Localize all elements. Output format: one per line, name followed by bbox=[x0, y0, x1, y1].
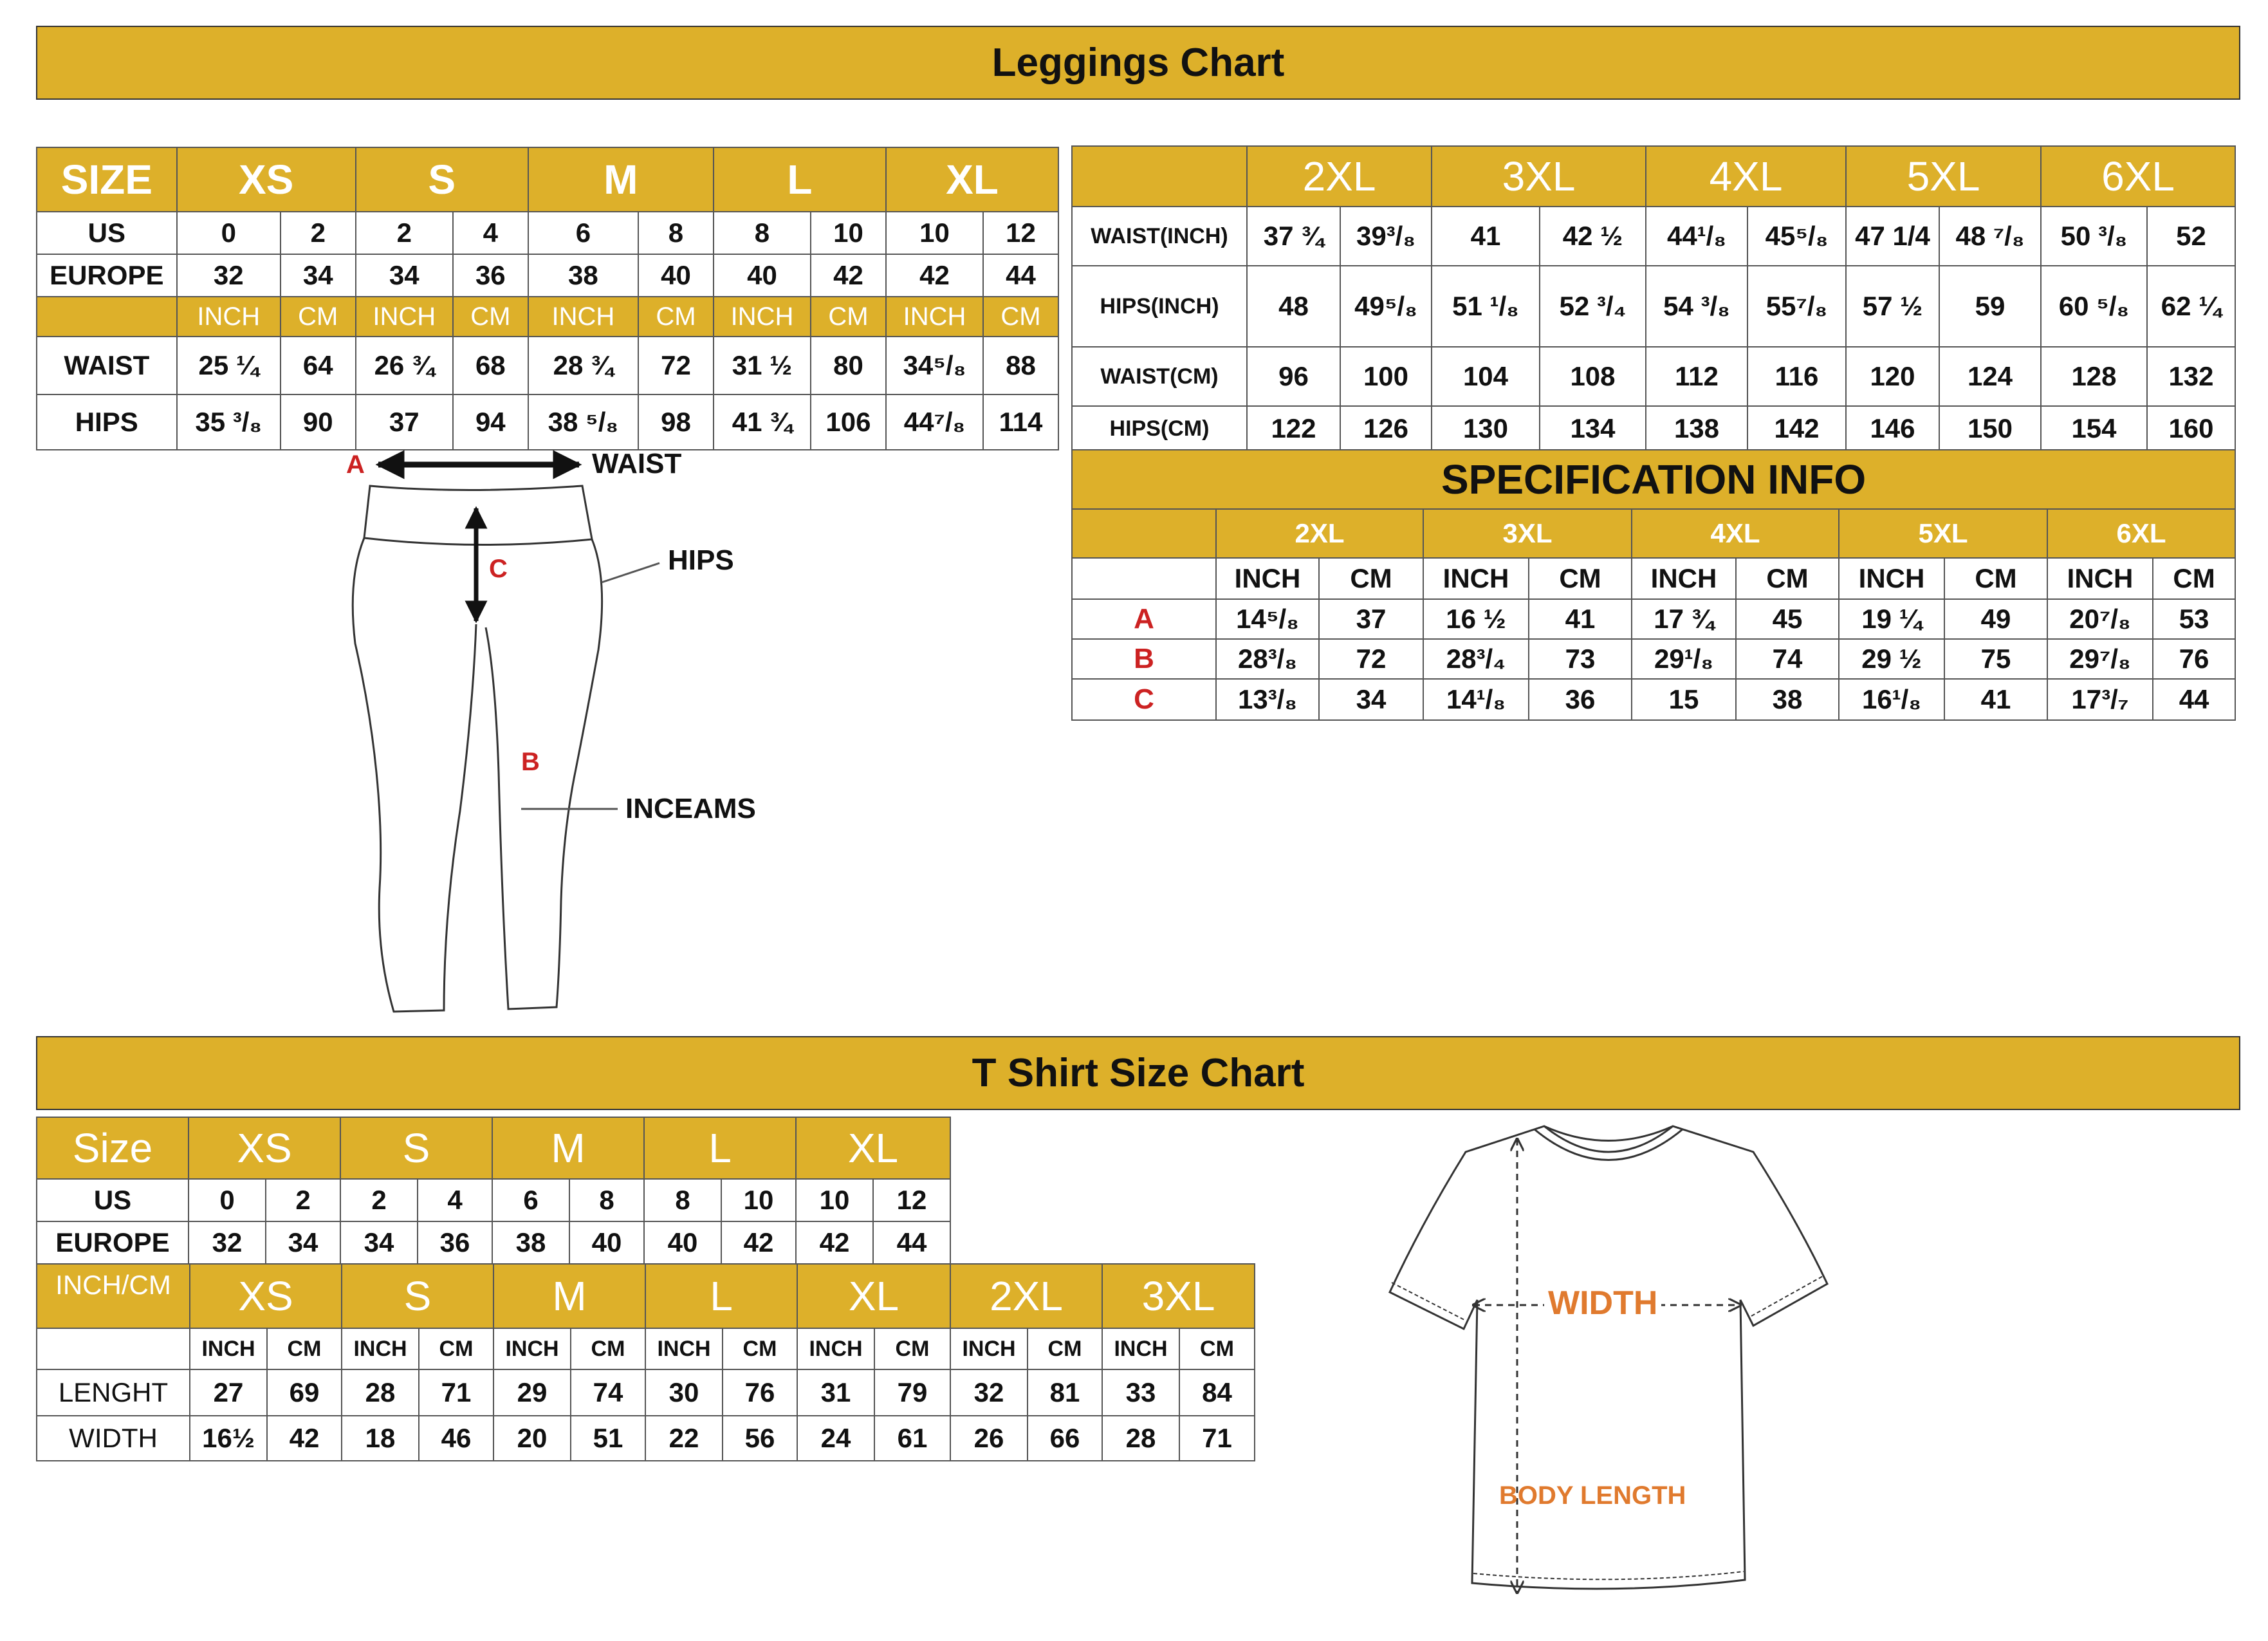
unit-cell: CM bbox=[281, 297, 356, 337]
size-6xl: 6XL bbox=[2041, 146, 2235, 207]
tshirt-unit: INCH bbox=[950, 1328, 1028, 1369]
spec-label-c: C bbox=[1072, 679, 1216, 720]
spec-cell: 16¹/₈ bbox=[1839, 679, 1944, 720]
tshirt-europe-cell: 34 bbox=[340, 1221, 418, 1264]
label-a: A bbox=[346, 450, 365, 479]
europe-cell: 42 bbox=[811, 254, 886, 297]
spec-cell: 28³/₄ bbox=[1423, 639, 1529, 679]
waist-cell: 34⁵/₈ bbox=[886, 337, 983, 394]
tshirt-unit: INCH bbox=[1102, 1328, 1179, 1369]
tshirt2-size-3xl: 3XL bbox=[1102, 1264, 1255, 1328]
size-m: M bbox=[528, 147, 714, 212]
tshirt2-size-xs: XS bbox=[190, 1264, 342, 1328]
tshirt-width-cell: 71 bbox=[1179, 1416, 1255, 1461]
plus-cell: 51 ¹/₈ bbox=[1432, 266, 1540, 347]
tshirt-width-row bbox=[37, 1416, 1255, 1461]
hips-cell: 44⁷/₈ bbox=[886, 394, 983, 450]
tshirt-us-label: US bbox=[37, 1179, 189, 1221]
plus-cell: 54 ³/₈ bbox=[1646, 266, 1747, 347]
tshirt-unit: INCH bbox=[493, 1328, 571, 1369]
europe-cell: 38 bbox=[528, 254, 638, 297]
unit-cell: CM bbox=[638, 297, 714, 337]
tshirt-length-cell: 32 bbox=[950, 1369, 1028, 1416]
hips-label: HIPS bbox=[37, 394, 177, 450]
tshirt-unit: INCH bbox=[342, 1328, 419, 1369]
hips-cell: 37 bbox=[356, 394, 453, 450]
spec-row-b bbox=[1072, 639, 2235, 679]
unit-cell: INCH bbox=[528, 297, 638, 337]
waist-cell: 25 ¼ bbox=[177, 337, 281, 394]
tshirt-length-cell: 29 bbox=[493, 1369, 571, 1416]
us-cell: 6 bbox=[528, 212, 638, 254]
plus-cell: 100 bbox=[1340, 347, 1432, 406]
unit-cell: INCH bbox=[177, 297, 281, 337]
tshirt-size-s: S bbox=[340, 1117, 492, 1179]
tshirt-us-cell: 4 bbox=[418, 1179, 492, 1221]
plus-cell: 50 ³/₈ bbox=[2041, 207, 2147, 266]
plus-cell: 52 ³/₄ bbox=[1540, 266, 1646, 347]
plus-cell: 48 bbox=[1247, 266, 1340, 347]
tshirt-europe-cell: 34 bbox=[266, 1221, 340, 1264]
tshirt-us-row bbox=[37, 1179, 950, 1221]
waist-cm-label: WAIST(CM) bbox=[1072, 347, 1247, 406]
tshirt-size2-row bbox=[37, 1264, 1255, 1328]
size-label: SIZE bbox=[37, 147, 177, 212]
hips-cell: 114 bbox=[983, 394, 1058, 450]
tshirt-unit-label: INCH/CM bbox=[37, 1264, 190, 1328]
tshirt-length-label: LENGHT bbox=[37, 1369, 190, 1416]
us-cell: 8 bbox=[638, 212, 714, 254]
label-b: B bbox=[521, 748, 540, 776]
hips-inch-label: HIPS(INCH) bbox=[1072, 266, 1247, 347]
tshirt-europe-cell: 36 bbox=[418, 1221, 492, 1264]
spec-title: SPECIFICATION INFO bbox=[1072, 450, 2235, 509]
tshirt-width-cell: 28 bbox=[1102, 1416, 1179, 1461]
plus-cell: 42 ½ bbox=[1540, 207, 1646, 266]
spec-unit: INCH bbox=[1632, 558, 1736, 599]
tshirt-us-cell: 0 bbox=[189, 1179, 266, 1221]
tshirt-europe-cell: 44 bbox=[873, 1221, 950, 1264]
tshirt-us-cell: 2 bbox=[266, 1179, 340, 1221]
plus-cell: 57 ½ bbox=[1846, 266, 1939, 347]
spec-cell: 34 bbox=[1319, 679, 1423, 720]
tshirt2-size-2xl: 2XL bbox=[950, 1264, 1102, 1328]
tshirt-length-cell: 71 bbox=[419, 1369, 493, 1416]
us-cell: 10 bbox=[811, 212, 886, 254]
hips-cell: 41 ¾ bbox=[714, 394, 811, 450]
waist-cell: 28 ¾ bbox=[528, 337, 638, 394]
us-cell: 10 bbox=[886, 212, 983, 254]
tshirt-unit: CM bbox=[267, 1328, 342, 1369]
spec-cell: 73 bbox=[1529, 639, 1632, 679]
europe-cell: 42 bbox=[886, 254, 983, 297]
label-waist: WAIST bbox=[592, 448, 682, 479]
plus-cell: 52 bbox=[2147, 207, 2235, 266]
tshirt-unit-blank bbox=[37, 1328, 190, 1369]
tshirt-unit: INCH bbox=[645, 1328, 723, 1369]
tshirt-width-label: WIDTH bbox=[37, 1416, 190, 1461]
tshirt-length-cell: 84 bbox=[1179, 1369, 1255, 1416]
plus-cell: 116 bbox=[1747, 347, 1846, 406]
plus-cell: 112 bbox=[1646, 347, 1747, 406]
tshirt-length-cell: 69 bbox=[267, 1369, 342, 1416]
plus-cell: 138 bbox=[1646, 406, 1747, 451]
tshirt-chart-title-text: T Shirt Size Chart bbox=[972, 1051, 1305, 1095]
spec-unit: INCH bbox=[1216, 558, 1319, 599]
tshirt-us-cell: 6 bbox=[492, 1179, 569, 1221]
plus-cell: 60 ⁵/₈ bbox=[2041, 266, 2147, 347]
tshirt-width-cell: 42 bbox=[267, 1416, 342, 1461]
tshirt-width-cell: 26 bbox=[950, 1416, 1028, 1461]
spec-unit: INCH bbox=[1839, 558, 1944, 599]
tshirt-unit: CM bbox=[1179, 1328, 1255, 1369]
tshirt-length-cell: 76 bbox=[723, 1369, 797, 1416]
spec-unit: INCH bbox=[1423, 558, 1529, 599]
plus-cell: 154 bbox=[2041, 406, 2147, 451]
tshirt-outline bbox=[1390, 1126, 1827, 1589]
tshirt-europe-cell: 32 bbox=[189, 1221, 266, 1264]
tshirt-unit: CM bbox=[874, 1328, 950, 1369]
plus-cell: 122 bbox=[1247, 406, 1340, 451]
tshirt-chart-title bbox=[36, 1036, 2240, 1110]
leggings-chart-title-text: Leggings Chart bbox=[991, 41, 1285, 85]
plus-cell: 45⁵/₈ bbox=[1747, 207, 1846, 266]
plus-cell: 39³/₈ bbox=[1340, 207, 1432, 266]
waist-label: WAIST bbox=[37, 337, 177, 394]
tshirt-width-cell: 56 bbox=[723, 1416, 797, 1461]
tshirt-us-cell: 8 bbox=[569, 1179, 644, 1221]
spec-cell: 28³/₈ bbox=[1216, 639, 1319, 679]
tshirt-unit: INCH bbox=[797, 1328, 874, 1369]
hips-cell: 106 bbox=[811, 394, 886, 450]
tshirt2-size-m: M bbox=[493, 1264, 645, 1328]
spec-unit: CM bbox=[1944, 558, 2047, 599]
plus-cell: 41 bbox=[1432, 207, 1540, 266]
tshirt-length-cell: 27 bbox=[190, 1369, 267, 1416]
spec-cell: 44 bbox=[2153, 679, 2235, 720]
hips-cell: 38 ⁵/₈ bbox=[528, 394, 638, 450]
tshirt-us-cell: 2 bbox=[340, 1179, 418, 1221]
waist-cell: 68 bbox=[453, 337, 528, 394]
tshirt-unit: CM bbox=[571, 1328, 645, 1369]
plus-size-row bbox=[1072, 146, 2235, 207]
spec-cell: 45 bbox=[1736, 599, 1839, 639]
spec-cell: 75 bbox=[1944, 639, 2047, 679]
tshirt-size-l: L bbox=[644, 1117, 796, 1179]
size-2xl: 2XL bbox=[1247, 146, 1432, 207]
tshirt-europe-cell: 42 bbox=[721, 1221, 796, 1264]
plus-cell: 120 bbox=[1846, 347, 1939, 406]
waist-cell: 72 bbox=[638, 337, 714, 394]
label-inseam: INCEAMS bbox=[625, 793, 756, 824]
size-s: S bbox=[356, 147, 528, 212]
tshirt-europe-cell: 42 bbox=[796, 1221, 873, 1264]
tshirt-unit: INCH bbox=[190, 1328, 267, 1369]
plus-cell: 134 bbox=[1540, 406, 1646, 451]
tshirt-size-m: M bbox=[492, 1117, 644, 1179]
tshirt-width-label-diagram: WIDTH bbox=[1544, 1284, 1661, 1322]
waist-cell: 31 ½ bbox=[714, 337, 811, 394]
plus-size-blank bbox=[1072, 146, 1247, 207]
spec-size-4xl: 4XL bbox=[1632, 509, 1839, 558]
tshirt-us-cell: 10 bbox=[721, 1179, 796, 1221]
hips-cell: 90 bbox=[281, 394, 356, 450]
spec-size-blank bbox=[1072, 509, 1216, 558]
spec-cell: 36 bbox=[1529, 679, 1632, 720]
spec-cell: 14¹/₈ bbox=[1423, 679, 1529, 720]
tshirt-unit: CM bbox=[419, 1328, 493, 1369]
us-cell: 0 bbox=[177, 212, 281, 254]
tshirt-body-length-label: BODY LENGTH bbox=[1499, 1481, 1686, 1510]
waist-cell: 88 bbox=[983, 337, 1058, 394]
tshirt-width-cell: 18 bbox=[342, 1416, 419, 1461]
hips-cell: 98 bbox=[638, 394, 714, 450]
spec-size-5xl: 5XL bbox=[1839, 509, 2047, 558]
spec-title-row bbox=[1072, 450, 2235, 509]
tshirt-europe-cell: 40 bbox=[644, 1221, 721, 1264]
spec-unit: CM bbox=[1736, 558, 1839, 599]
tshirt2-size-s: S bbox=[342, 1264, 493, 1328]
tshirt-length-cell: 33 bbox=[1102, 1369, 1179, 1416]
tshirt-length-cell: 31 bbox=[797, 1369, 874, 1416]
spec-size-2xl: 2XL bbox=[1216, 509, 1423, 558]
tshirt-size-table bbox=[36, 1117, 951, 1265]
us-cell: 12 bbox=[983, 212, 1058, 254]
spec-cell: 76 bbox=[2153, 639, 2235, 679]
tshirt-europe-cell: 38 bbox=[492, 1221, 569, 1264]
hips-cell: 94 bbox=[453, 394, 528, 450]
tshirt-us-cell: 12 bbox=[873, 1179, 950, 1221]
tshirt-width-cell: 66 bbox=[1028, 1416, 1102, 1461]
spec-cell: 17 ¾ bbox=[1632, 599, 1736, 639]
plus-cell: 160 bbox=[2147, 406, 2235, 451]
hips-cell: 35 ³/₈ bbox=[177, 394, 281, 450]
europe-cell: 40 bbox=[638, 254, 714, 297]
spec-unit-blank bbox=[1072, 558, 1216, 599]
unit-cell: INCH bbox=[356, 297, 453, 337]
plus-waist-cm-row bbox=[1072, 347, 2235, 406]
spec-cell: 29 ½ bbox=[1839, 639, 1944, 679]
spec-unit: CM bbox=[1319, 558, 1423, 599]
plus-cell: 126 bbox=[1340, 406, 1432, 451]
unit-cell: CM bbox=[811, 297, 886, 337]
europe-cell: 44 bbox=[983, 254, 1058, 297]
spec-size-row bbox=[1072, 509, 2235, 558]
label-hips: HIPS bbox=[668, 544, 734, 576]
tshirt-europe-label: EUROPE bbox=[37, 1221, 189, 1264]
hips-leader bbox=[602, 563, 659, 582]
plus-cell: 62 ¼ bbox=[2147, 266, 2235, 347]
spec-cell: 37 bbox=[1319, 599, 1423, 639]
tshirt2-size-l: L bbox=[645, 1264, 797, 1328]
spec-cell: 41 bbox=[1944, 679, 2047, 720]
size-l: L bbox=[714, 147, 886, 212]
spec-size-3xl: 3XL bbox=[1423, 509, 1632, 558]
plus-cell: 48 ⁷/₈ bbox=[1939, 207, 2041, 266]
tshirt-measure-table bbox=[36, 1263, 1255, 1461]
unit-cell: INCH bbox=[886, 297, 983, 337]
spec-unit: CM bbox=[1529, 558, 1632, 599]
tshirt-unit-row bbox=[37, 1328, 1255, 1369]
plus-cell: 130 bbox=[1432, 406, 1540, 451]
plus-cell: 146 bbox=[1846, 406, 1939, 451]
europe-label: EUROPE bbox=[37, 254, 177, 297]
plus-cell: 49⁵/₈ bbox=[1340, 266, 1432, 347]
tshirt-illustration bbox=[1351, 1107, 1866, 1622]
tshirt-length-cell: 74 bbox=[571, 1369, 645, 1416]
us-cell: 4 bbox=[453, 212, 528, 254]
tshirt-width-cell: 51 bbox=[571, 1416, 645, 1461]
size-4xl: 4XL bbox=[1646, 146, 1846, 207]
spec-cell: 15 bbox=[1632, 679, 1736, 720]
plus-hips-cm-row bbox=[1072, 406, 2235, 451]
plus-cell: 96 bbox=[1247, 347, 1340, 406]
spec-cell: 20⁷/₈ bbox=[2047, 599, 2153, 639]
tshirt-width-cell: 24 bbox=[797, 1416, 874, 1461]
leggings-illustration bbox=[0, 0, 836, 1030]
us-cell: 2 bbox=[356, 212, 453, 254]
spec-label-a: A bbox=[1072, 599, 1216, 639]
spec-unit: INCH bbox=[2047, 558, 2153, 599]
us-cell: 8 bbox=[714, 212, 811, 254]
unit-cell: CM bbox=[983, 297, 1058, 337]
tshirt2-size-xl: XL bbox=[797, 1264, 950, 1328]
spec-cell: 17³/₇ bbox=[2047, 679, 2153, 720]
spec-cell: 29⁷/₈ bbox=[2047, 639, 2153, 679]
spec-cell: 38 bbox=[1736, 679, 1839, 720]
us-label: US bbox=[37, 212, 177, 254]
waist-cell: 80 bbox=[811, 337, 886, 394]
size-xl: XL bbox=[886, 147, 1058, 212]
plus-cell: 47 1/4 bbox=[1846, 207, 1939, 266]
spec-cell: 53 bbox=[2153, 599, 2235, 639]
europe-cell: 34 bbox=[281, 254, 356, 297]
spec-cell: 13³/₈ bbox=[1216, 679, 1319, 720]
spec-unit-row bbox=[1072, 558, 2235, 599]
tshirt-unit: CM bbox=[723, 1328, 797, 1369]
plus-cell: 142 bbox=[1747, 406, 1846, 451]
europe-cell: 34 bbox=[356, 254, 453, 297]
spec-size-6xl: 6XL bbox=[2047, 509, 2235, 558]
unit-cell: CM bbox=[453, 297, 528, 337]
plus-cell: 150 bbox=[1939, 406, 2041, 451]
spec-row-c bbox=[1072, 679, 2235, 720]
waist-cell: 64 bbox=[281, 337, 356, 394]
tshirt-width-cell: 22 bbox=[645, 1416, 723, 1461]
spec-unit: CM bbox=[2153, 558, 2235, 599]
plus-cell: 55⁷/₈ bbox=[1747, 266, 1846, 347]
tshirt-size-label: Size bbox=[37, 1117, 189, 1179]
europe-cell: 40 bbox=[714, 254, 811, 297]
spec-label-b: B bbox=[1072, 639, 1216, 679]
spec-cell: 19 ¼ bbox=[1839, 599, 1944, 639]
tshirt-width-cell: 16½ bbox=[190, 1416, 267, 1461]
size-5xl: 5XL bbox=[1846, 146, 2041, 207]
plus-cell: 132 bbox=[2147, 347, 2235, 406]
tshirt-unit: CM bbox=[1028, 1328, 1102, 1369]
plus-cell: 108 bbox=[1540, 347, 1646, 406]
tshirt-length-cell: 79 bbox=[874, 1369, 950, 1416]
europe-cell: 36 bbox=[453, 254, 528, 297]
tshirt-europe-cell: 40 bbox=[569, 1221, 644, 1264]
tshirt-us-cell: 10 bbox=[796, 1179, 873, 1221]
tshirt-size-xl: XL bbox=[796, 1117, 950, 1179]
spec-cell: 14⁵/₈ bbox=[1216, 599, 1319, 639]
size-xs: XS bbox=[177, 147, 356, 212]
us-cell: 2 bbox=[281, 212, 356, 254]
plus-hips-inch-row bbox=[1072, 266, 2235, 347]
leggings-plus-table bbox=[1071, 145, 2236, 452]
unit-cell: INCH bbox=[714, 297, 811, 337]
tshirt-width-cell: 20 bbox=[493, 1416, 571, 1461]
spec-cell: 29¹/₈ bbox=[1632, 639, 1736, 679]
spec-cell: 16 ½ bbox=[1423, 599, 1529, 639]
plus-cell: 59 bbox=[1939, 266, 2041, 347]
label-c: C bbox=[489, 555, 508, 583]
tshirt-width-cell: 46 bbox=[419, 1416, 493, 1461]
tshirt-europe-row bbox=[37, 1221, 950, 1264]
tshirt-width-cell: 61 bbox=[874, 1416, 950, 1461]
tshirt-length-cell: 30 bbox=[645, 1369, 723, 1416]
tshirt-size-row bbox=[37, 1117, 950, 1179]
plus-cell: 128 bbox=[2041, 347, 2147, 406]
spec-cell: 41 bbox=[1529, 599, 1632, 639]
tshirt-length-cell: 81 bbox=[1028, 1369, 1102, 1416]
plus-cell: 44¹/₈ bbox=[1646, 207, 1747, 266]
plus-waist-inch-row bbox=[1072, 207, 2235, 266]
europe-cell: 32 bbox=[177, 254, 281, 297]
waist-inch-label: WAIST(INCH) bbox=[1072, 207, 1247, 266]
plus-cell: 104 bbox=[1432, 347, 1540, 406]
spec-cell: 74 bbox=[1736, 639, 1839, 679]
tshirt-length-cell: 28 bbox=[342, 1369, 419, 1416]
hips-cm-label: HIPS(CM) bbox=[1072, 406, 1247, 451]
tshirt-us-cell: 8 bbox=[644, 1179, 721, 1221]
spec-row-a bbox=[1072, 599, 2235, 639]
tshirt-size-xs: XS bbox=[189, 1117, 340, 1179]
plus-cell: 37 ¾ bbox=[1247, 207, 1340, 266]
spec-cell: 49 bbox=[1944, 599, 2047, 639]
waist-cell: 26 ¾ bbox=[356, 337, 453, 394]
spec-cell: 72 bbox=[1319, 639, 1423, 679]
size-3xl: 3XL bbox=[1432, 146, 1646, 207]
plus-cell: 124 bbox=[1939, 347, 2041, 406]
tshirt-length-row bbox=[37, 1369, 1255, 1416]
spec-table bbox=[1071, 449, 2236, 721]
